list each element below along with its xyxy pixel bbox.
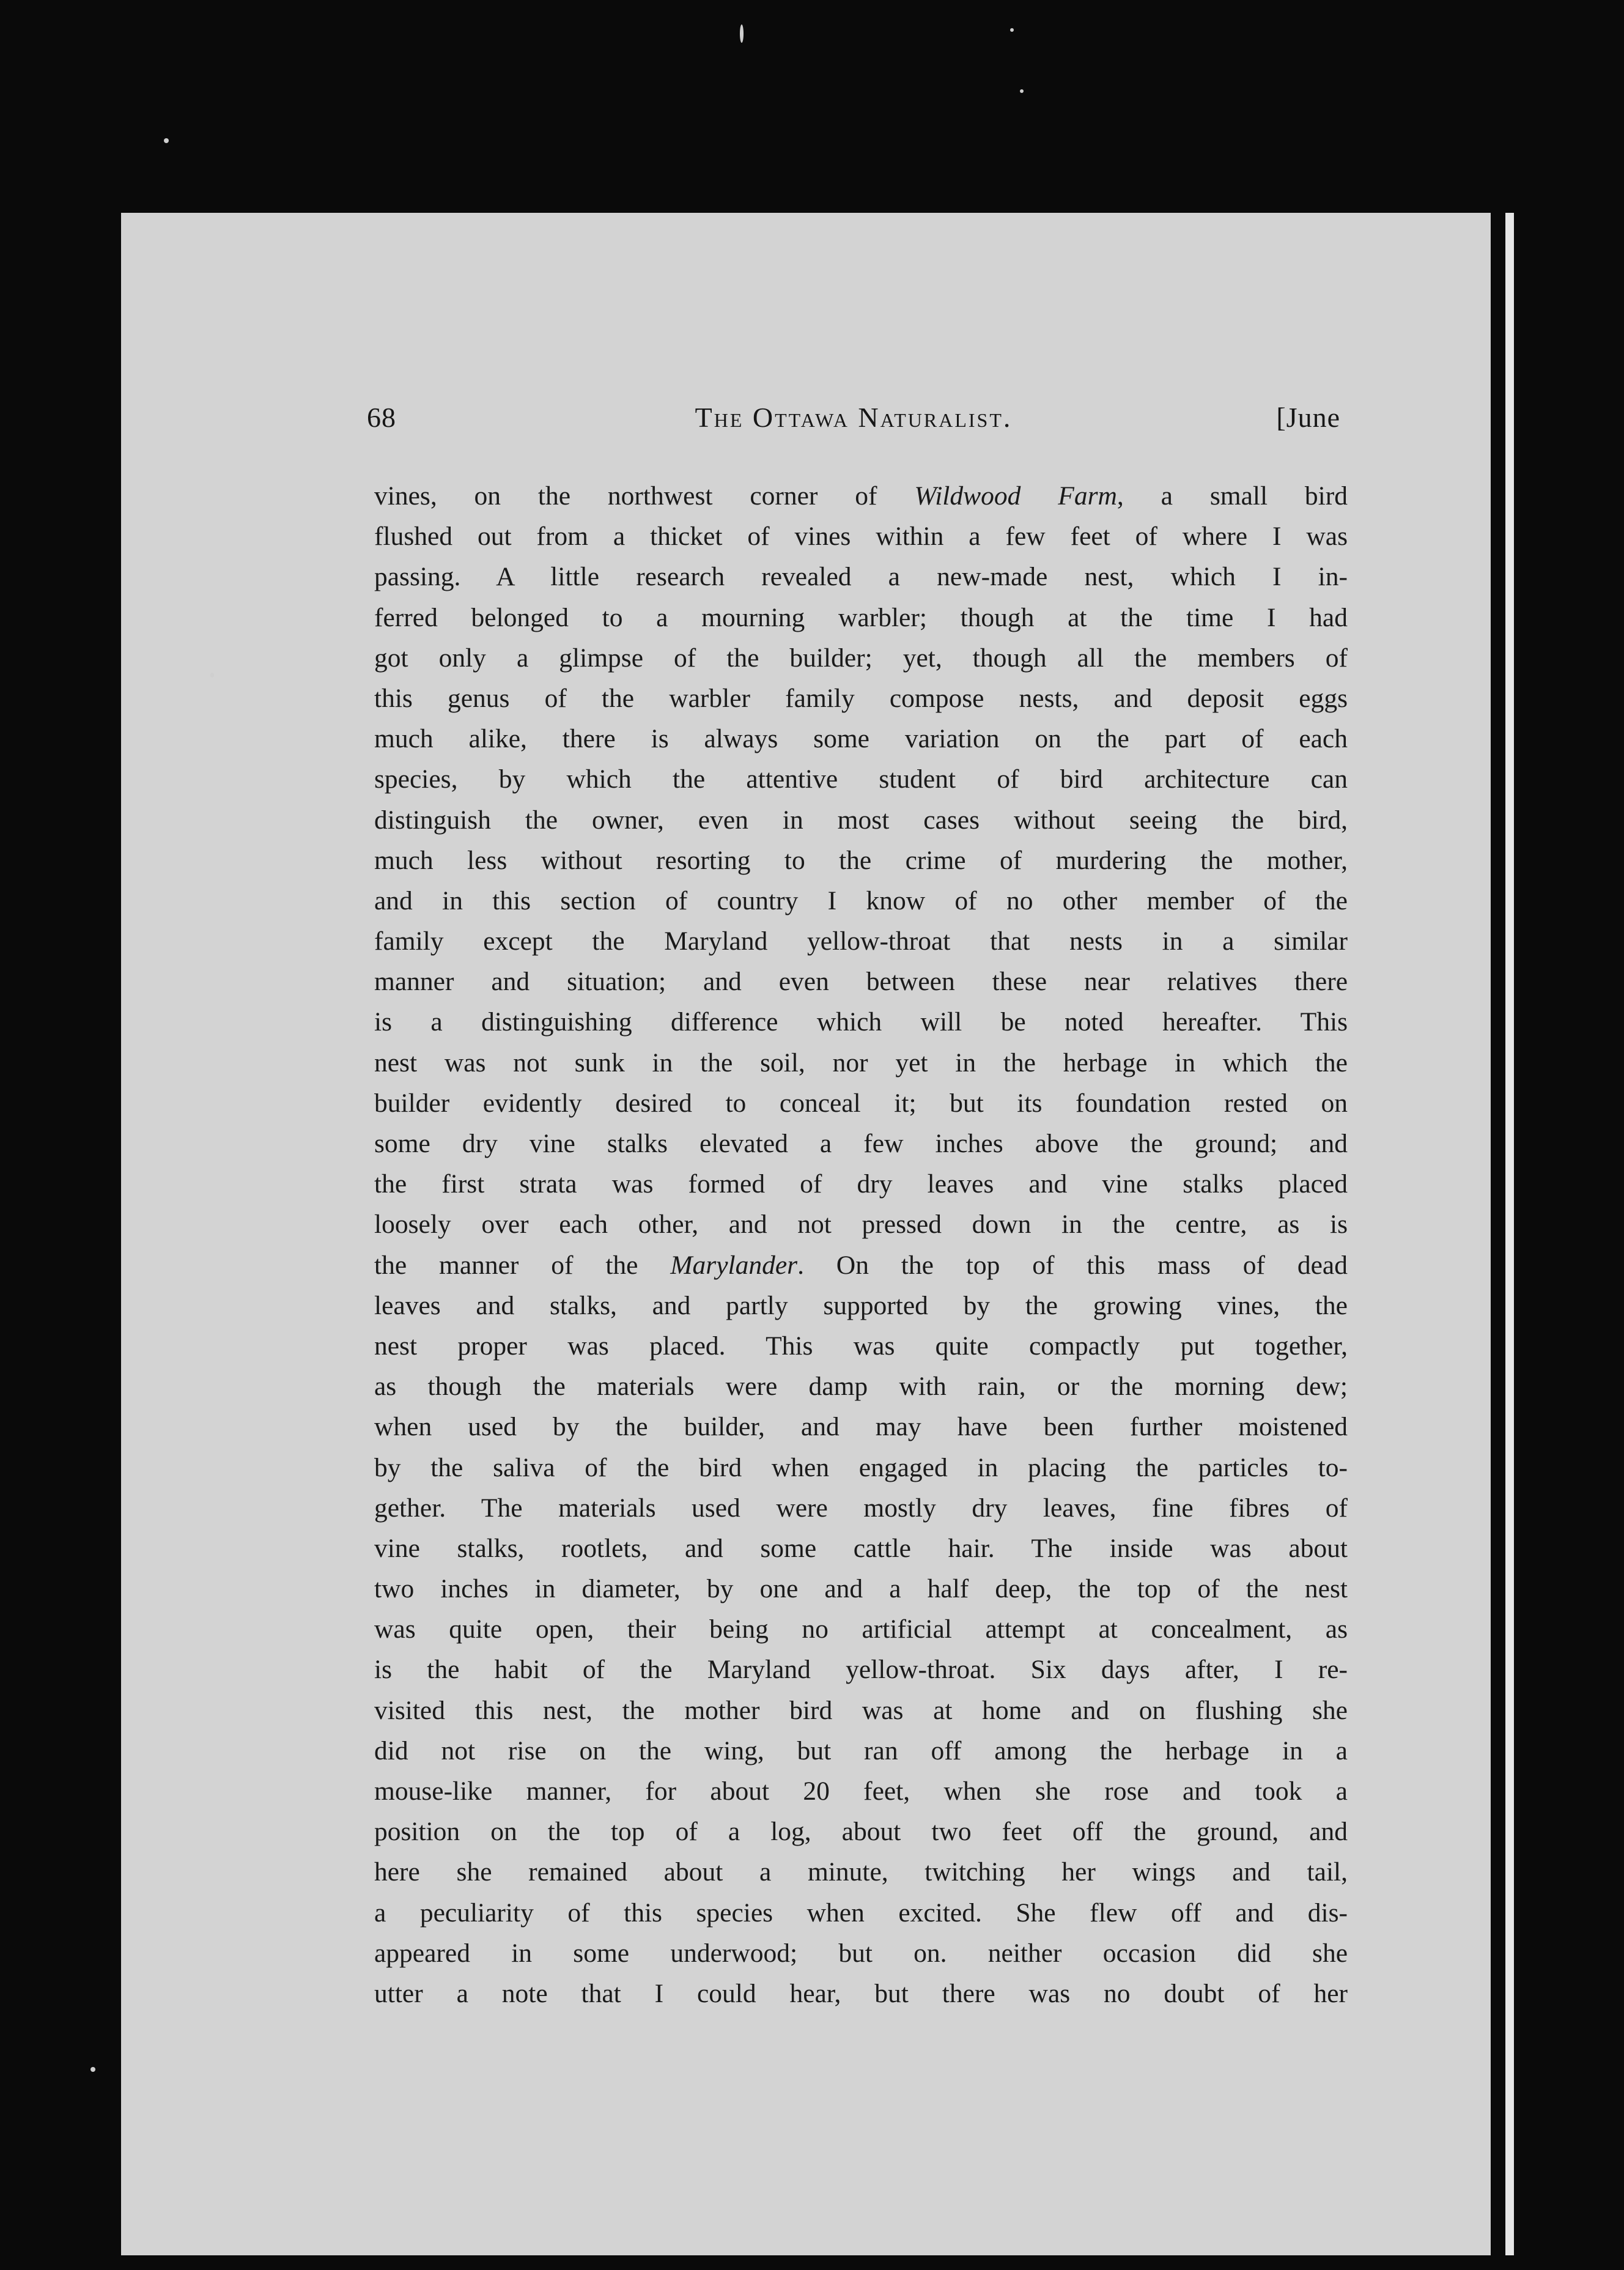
scan-speck	[740, 24, 744, 43]
italic-text: Wildwood Farm	[914, 481, 1117, 511]
text-line	[374, 597, 1348, 638]
text-line	[374, 1083, 1348, 1123]
text-run: manner and situation; and even between these near relatives there	[374, 967, 1348, 997]
scan-speck	[164, 138, 169, 143]
text-run: nest proper was placed. This was quite compactly put together,	[374, 1331, 1348, 1361]
text-run: gether. The materials used were mostly dry leaves, fine fibres of	[374, 1493, 1348, 1523]
text-run: here she remained about a minute, twitching her wings and tail,	[374, 1857, 1348, 1887]
text-line	[374, 1731, 1348, 1771]
text-line	[374, 1609, 1348, 1649]
text-run: . On the top of this mass of dead	[797, 1250, 1348, 1280]
text-run: and in this section of country I know of no other member of the	[374, 885, 1348, 915]
text-line	[374, 516, 1348, 556]
text-run: vines, on the northwest corner of	[374, 481, 915, 511]
text-run: ferred belonged to a mourning warbler; though at the time I had	[374, 602, 1348, 632]
text-run: by the saliva of the bird when engaged in placing the particles to-	[374, 1452, 1348, 1482]
text-line	[374, 1649, 1348, 1690]
text-run: a peculiarity of this species when excited. She flew off and dis-	[374, 1898, 1348, 1928]
text-line	[374, 881, 1348, 921]
text-run: nest was not sunk in the soil, nor yet in the herbage in which the	[374, 1048, 1348, 1078]
scan-speck	[1020, 89, 1024, 93]
text-line	[374, 759, 1348, 799]
text-run: the manner of the	[374, 1250, 671, 1280]
text-run: this genus of the warbler family compose nests, and deposit eggs	[374, 683, 1348, 713]
text-run: much alike, there is always some variation on the part of each	[374, 724, 1348, 754]
running-title: The Ottawa Naturalist.	[695, 402, 1013, 433]
scan-speck	[90, 2067, 95, 2072]
text-run: species, by which the attentive student of bird architecture can	[374, 764, 1348, 794]
text-line	[374, 1488, 1348, 1528]
facing-page-edge	[1505, 213, 1514, 2255]
text-run: got only a glimpse of the builder; yet, though all the members of	[374, 643, 1348, 673]
text-run: did not rise on the wing, but ran off among the herbage in a	[374, 1736, 1348, 1765]
text-line	[374, 840, 1348, 881]
text-run: as though the materials were damp with rain, or the morning dew;	[374, 1372, 1348, 1402]
text-line	[374, 1811, 1348, 1852]
text-line	[374, 1407, 1348, 1447]
text-line	[374, 800, 1348, 840]
text-run: loosely over each other, and not pressed down in the centre, as is	[374, 1210, 1348, 1240]
text-run: builder evidently desired to conceal it; but its foundation rested on	[374, 1088, 1348, 1118]
text-line	[374, 921, 1348, 961]
text-run: passing. A little research revealed a new-made nest, which I in-	[374, 562, 1348, 592]
text-run: distinguish the owner, even in most cases without seeing the bird,	[374, 805, 1348, 835]
text-line	[374, 556, 1348, 597]
text-line	[374, 1285, 1348, 1326]
text-line	[374, 1690, 1348, 1731]
text-line	[374, 1852, 1348, 1892]
text-run: , a small bird	[1116, 481, 1348, 511]
text-line	[374, 1245, 1348, 1285]
body-text	[374, 476, 1348, 2014]
text-run: family except the Maryland yellow-throat that nests in a similar	[374, 926, 1348, 956]
page-number: 68	[367, 402, 396, 433]
text-line	[374, 638, 1348, 678]
text-run: flushed out from a thicket of vines within a few feet of where I was	[374, 522, 1348, 552]
text-run: when used by the builder, and may have been further moistened	[374, 1412, 1348, 1442]
text-line	[374, 1164, 1348, 1204]
text-line	[374, 1002, 1348, 1042]
text-line	[374, 1771, 1348, 1811]
text-run: leaves and stalks, and partly supported by the growing vines, the	[374, 1290, 1348, 1320]
text-run: vine stalks, rootlets, and some cattle hair. The inside was about	[374, 1533, 1348, 1563]
issue-label: [June	[1276, 402, 1340, 433]
text-run: mouse-like manner, for about 20 feet, when she rose and took a	[374, 1776, 1348, 1806]
text-line	[374, 1204, 1348, 1244]
text-run: is a distinguishing difference which will be noted hereafter. This	[374, 1007, 1348, 1037]
text-line	[374, 1326, 1348, 1366]
text-line	[374, 476, 1348, 516]
text-line	[374, 1123, 1348, 1164]
text-line	[374, 1528, 1348, 1569]
text-line	[374, 1569, 1348, 1609]
text-run: position on the top of a log, about two feet off the ground, and	[374, 1817, 1348, 1847]
text-line	[374, 1366, 1348, 1407]
text-run: much less without resorting to the crime of murdering the mother,	[374, 845, 1348, 875]
text-run: two inches in diameter, by one and a half deep, the top of the nest	[374, 1574, 1348, 1604]
text-line	[374, 961, 1348, 1002]
text-run: utter a note that I could hear, but there was no doubt of her	[374, 1978, 1348, 2008]
text-line	[374, 1933, 1348, 1973]
text-run: appeared in some underwood; but on. neither occasion did she	[374, 1938, 1348, 1968]
text-line	[374, 719, 1348, 759]
text-line	[374, 1893, 1348, 1933]
text-line	[374, 1447, 1348, 1488]
text-line	[374, 678, 1348, 719]
scan-speck	[1010, 28, 1014, 32]
text-run: visited this nest, the mother bird was at home and on flushing she	[374, 1695, 1348, 1725]
text-run: the first strata was formed of dry leaves and vine stalks placed	[374, 1169, 1348, 1199]
text-line	[374, 1973, 1348, 2014]
italic-text: Marylander	[670, 1250, 798, 1280]
text-line	[374, 1043, 1348, 1083]
text-run: was quite open, their being no artificial attempt at concealment, as	[374, 1614, 1348, 1644]
scan-speck	[210, 673, 214, 678]
text-run: is the habit of the Maryland yellow-throat. Six days after, I re-	[374, 1655, 1348, 1685]
text-run: some dry vine stalks elevated a few inches above the ground; and	[374, 1129, 1348, 1158]
page-header	[367, 401, 1340, 444]
